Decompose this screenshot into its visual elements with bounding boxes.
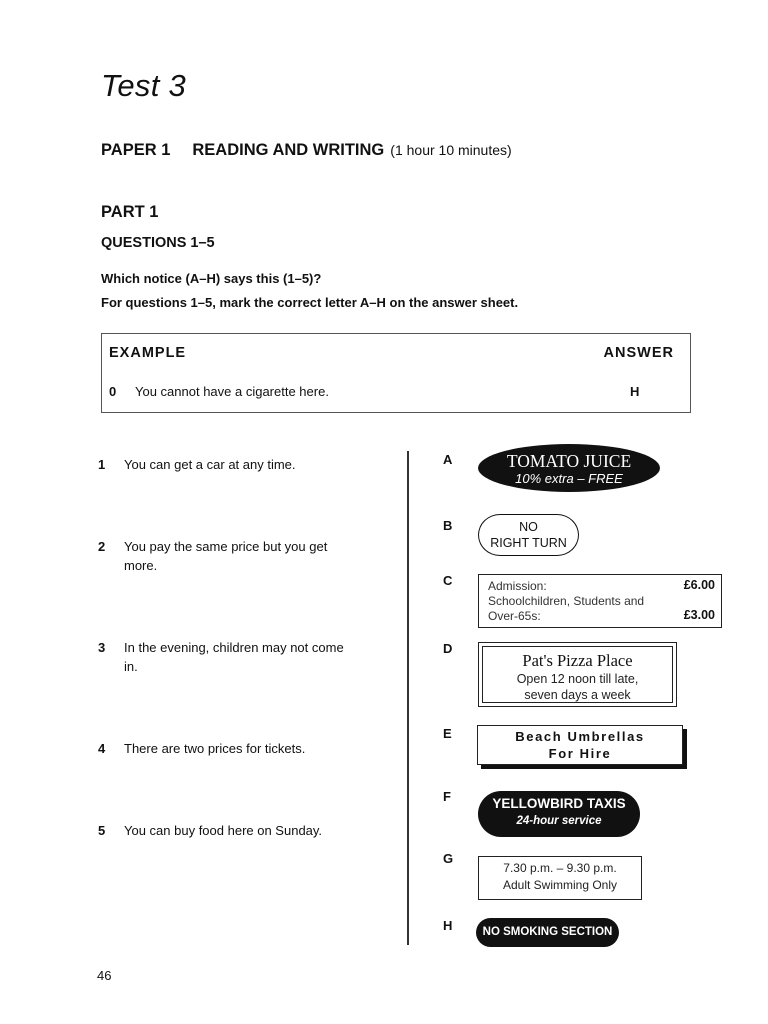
question-item [98,821,368,840]
example-heading: EXAMPLE [109,345,187,361]
notice-d-line-1: Open 12 noon till late, [516,672,639,686]
paper-label: PAPER 1 [101,141,171,159]
notice-f-subtitle: 24-hour service [516,815,602,827]
instruction-line-2: For questions 1–5, mark the correct letter A–H on the answer sheet. [101,295,519,310]
example-answer: H [630,384,640,399]
notice-c-line-2: Schoolchildren, Students and [488,594,645,608]
example-text: You cannot have a cigarette here. [135,384,329,399]
question-text: You pay the same price but you get more. [124,539,328,573]
answer-heading: ANSWER [603,345,674,361]
question-text: You can get a car at any time. [124,457,296,472]
question-number: 4 [98,741,106,756]
notice-letter-f: F [443,789,451,804]
example-box [101,333,691,413]
question-number: 1 [98,457,106,472]
notice-b-line-1: NO [519,520,538,534]
notice-g-sign [478,856,642,900]
notice-h-sign: NO SMOKING SECTION [476,918,619,947]
notice-c-sign [478,574,722,628]
instruction-line-1: Which notice (A–H) says this (1–5)? [101,271,322,286]
notice-b-sign [478,514,579,556]
notice-a-subtitle: 10% extra – FREE [515,471,623,486]
notice-letter-c: C [443,573,453,588]
notice-f-title: YELLOWBIRD TAXIS [492,796,626,811]
question-item [98,739,368,758]
notice-a-title: TOMATO JUICE [506,451,632,471]
notice-c-price-2: £3.00 [683,608,715,622]
notice-c-price-1: £6.00 [683,578,715,592]
notice-a-sign [478,444,660,492]
notice-f-sign [478,791,640,837]
question-number: 5 [98,823,106,838]
notice-letter-d: D [443,641,453,656]
notice-letter-b: B [443,518,453,533]
notice-letter-h: H [443,918,453,933]
notice-letter-a: A [443,452,453,467]
notice-g-line-1: 7.30 p.m. – 9.30 p.m. [503,861,617,875]
notice-d-sign [478,642,677,707]
notice-b-line-2: RIGHT TURN [490,536,567,550]
question-text: In the evening, children may not come in. [124,640,344,674]
question-item [98,455,368,474]
question-number: 3 [98,640,106,655]
notice-d-line-2: seven days a week [524,688,631,702]
notice-letter-e: E [443,726,452,741]
notice-e-sign [477,725,683,765]
question-number: 2 [98,539,106,554]
paper-name: READING AND WRITING [192,141,385,159]
notice-d-title: Pat's Pizza Place [522,651,633,670]
question-item [98,537,368,575]
notice-e-line-2: For Hire [548,746,612,761]
notice-c-line-3: Over-65s: [488,609,541,623]
question-text: There are two prices for tickets. [124,741,306,756]
questions-label: QUESTIONS 1–5 [101,235,215,251]
part-title: PART 1 [101,203,159,221]
notice-e-line-1: Beach Umbrellas [515,729,645,744]
paper-duration: (1 hour 10 minutes) [390,142,512,158]
question-item [98,638,368,676]
column-divider [407,451,409,945]
example-number: 0 [109,384,117,399]
notice-letter-g: G [443,851,454,866]
page-number: 46 [97,968,112,983]
question-text: You can buy food here on Sunday. [124,823,323,838]
test-title: Test 3 [101,68,187,103]
paper-heading [101,141,512,160]
notice-g-line-2: Adult Swimming Only [502,878,618,892]
notice-c-line-1: Admission: [488,579,547,593]
